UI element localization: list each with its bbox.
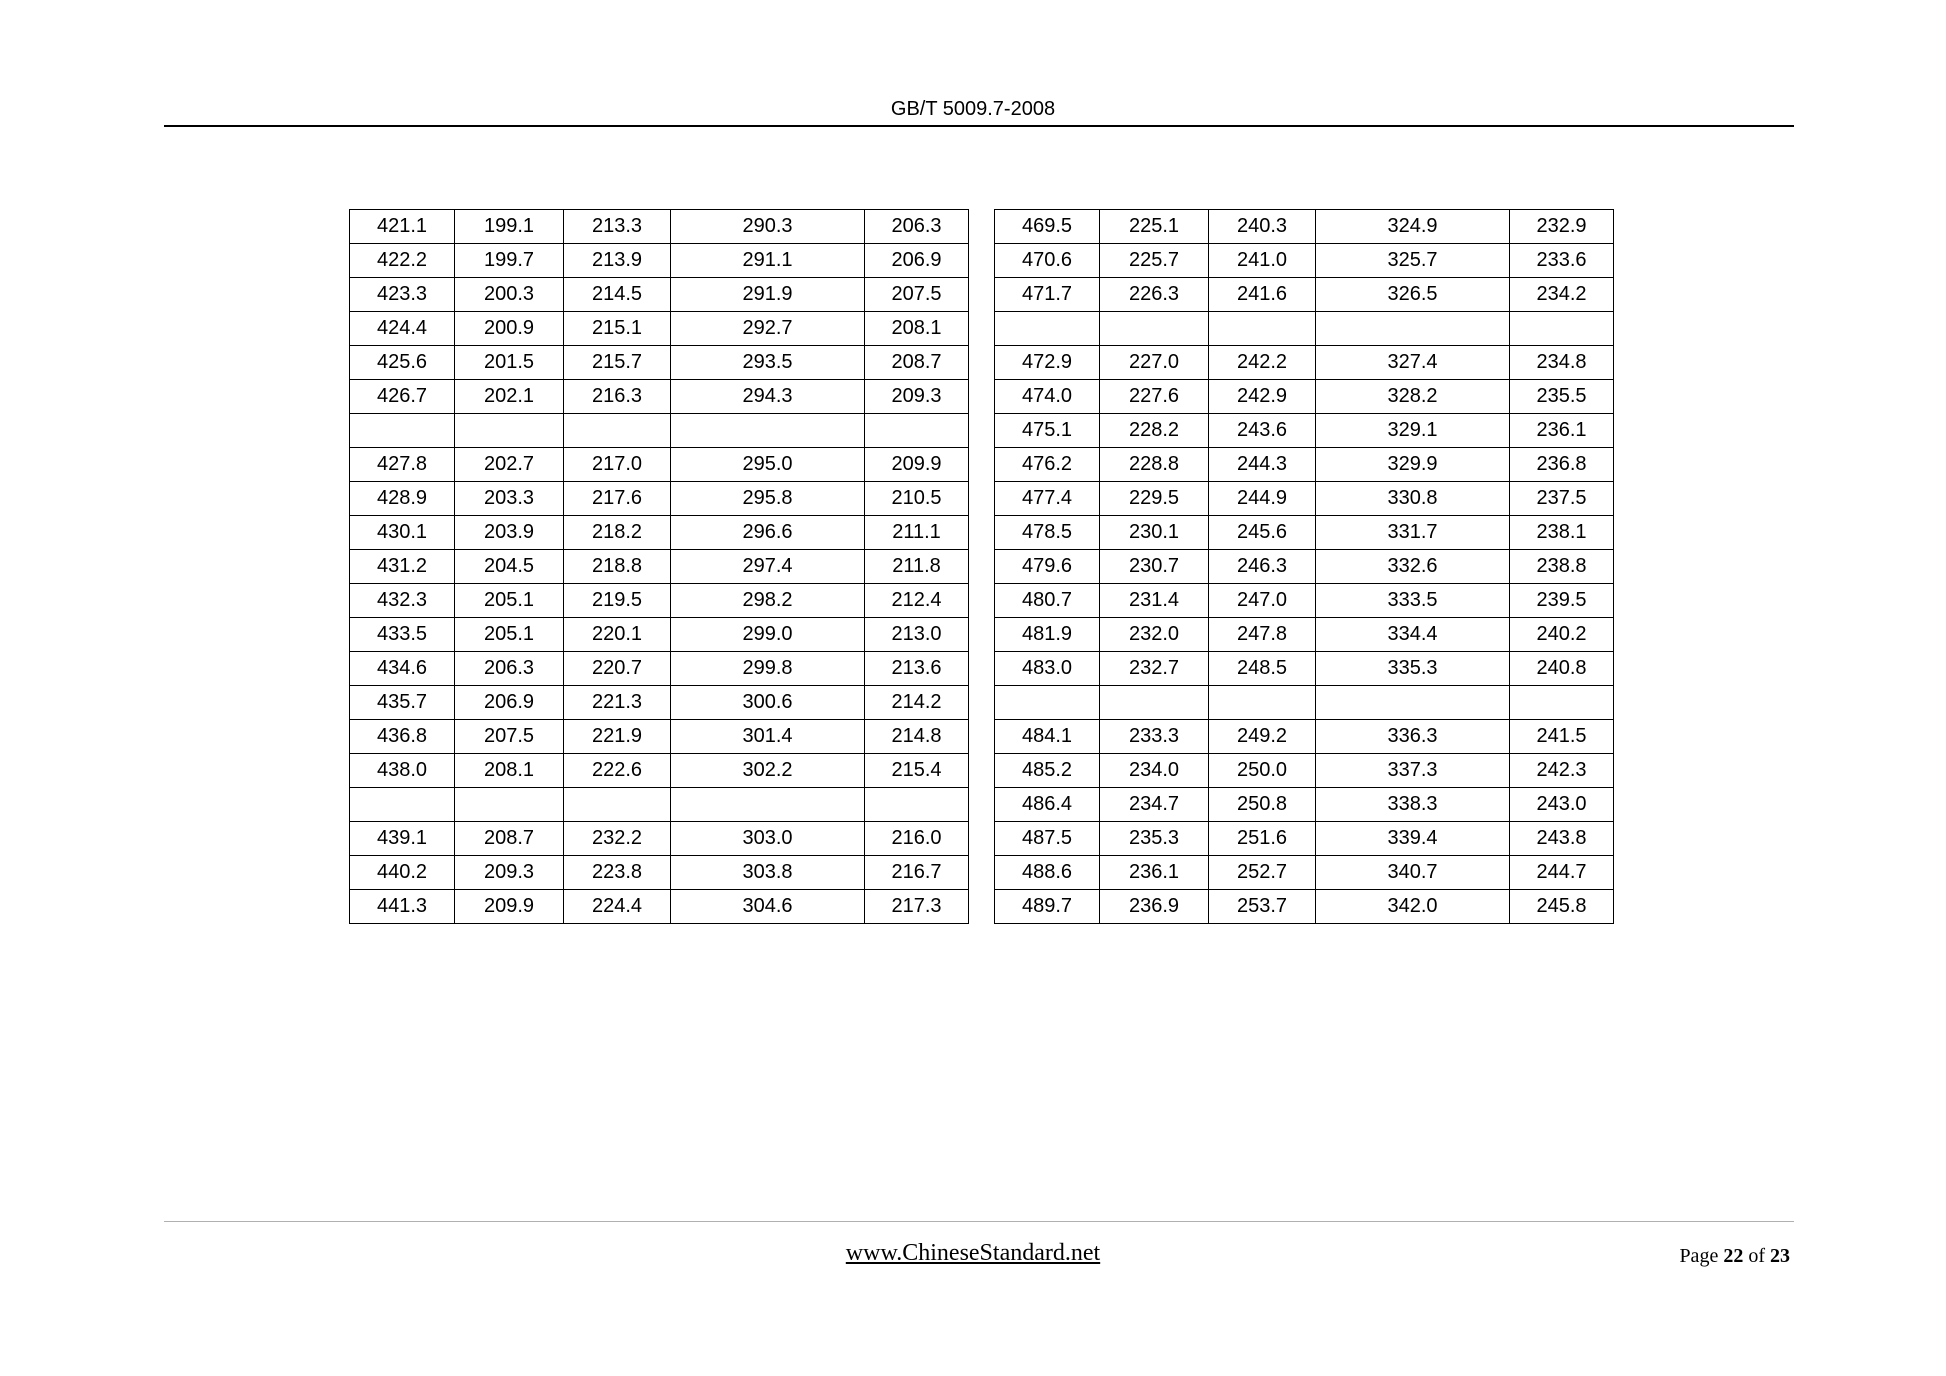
table-cell-right: 240.2 [1510,618,1614,652]
table-cell-left: 298.2 [671,584,865,618]
table-cell-left: 208.7 [455,822,564,856]
table-gap-column [969,584,995,618]
table-gap-column [969,754,995,788]
table-cell-left: 202.7 [455,448,564,482]
table-cell-right: 237.5 [1510,482,1614,516]
table-gap-column [969,278,995,312]
table-cell-left: 295.0 [671,448,865,482]
table-cell-right: 245.8 [1510,890,1614,924]
table-cell-right: 227.6 [1100,380,1209,414]
table-cell-right: 227.0 [1100,346,1209,380]
table-cell-right: 239.5 [1510,584,1614,618]
table-gap-column [969,686,995,720]
table-cell-left: 300.6 [671,686,865,720]
table-cell-right: 481.9 [995,618,1100,652]
table-cell-left: 435.7 [350,686,455,720]
table-row [350,210,1614,244]
table-cell-right: 337.3 [1316,754,1510,788]
table-cell-right: 332.6 [1316,550,1510,584]
table-cell-left: 299.0 [671,618,865,652]
table-row [350,788,1614,822]
table-cell-left: 209.3 [455,856,564,890]
table-cell-left: 216.7 [865,856,969,890]
table-cell-right: 249.2 [1209,720,1316,754]
table-row [350,278,1614,312]
table-cell-right [995,686,1100,720]
table-cell-right: 240.3 [1209,210,1316,244]
page-current: 22 [1723,1245,1744,1267]
table-cell-right: 325.7 [1316,244,1510,278]
table-gap-column [969,652,995,686]
table-cell-right: 486.4 [995,788,1100,822]
table-cell-left: 291.9 [671,278,865,312]
table-cell-left: 204.5 [455,550,564,584]
table-cell-left: 205.1 [455,584,564,618]
table-cell-right: 330.8 [1316,482,1510,516]
table-cell-right: 240.8 [1510,652,1614,686]
table-cell-right: 476.2 [995,448,1100,482]
table-cell-right [1209,686,1316,720]
table-cell-left: 209.9 [865,448,969,482]
table-cell-left: 203.3 [455,482,564,516]
table-cell-left [564,788,671,822]
table-gap-column [969,720,995,754]
table-cell-right [1100,312,1209,346]
table-cell-right: 247.8 [1209,618,1316,652]
table-gap-column [969,550,995,584]
table-cell-right: 479.6 [995,550,1100,584]
table-cell-right: 245.6 [1209,516,1316,550]
table-row [350,380,1614,414]
page-middle: of [1743,1245,1770,1267]
table-cell-right: 477.4 [995,482,1100,516]
table-cell-left: 297.4 [671,550,865,584]
table-cell-left: 210.5 [865,482,969,516]
table-gap-column [969,822,995,856]
table-cell-right: 336.3 [1316,720,1510,754]
table-cell-left: 214.5 [564,278,671,312]
table-cell-left: 215.1 [564,312,671,346]
table-cell-left: 303.8 [671,856,865,890]
table-cell-left: 303.0 [671,822,865,856]
table-cell-left: 304.6 [671,890,865,924]
table-cell-left: 427.8 [350,448,455,482]
table-cell-right: 236.1 [1100,856,1209,890]
table-cell-right: 324.9 [1316,210,1510,244]
table-cell-right: 338.3 [1316,788,1510,822]
table-cell-right: 471.7 [995,278,1100,312]
table-gap-column [969,516,995,550]
table-cell-left: 208.1 [455,754,564,788]
table-row [350,312,1614,346]
table-gap-column [969,414,995,448]
table-cell-right: 230.7 [1100,550,1209,584]
table-cell-left: 201.5 [455,346,564,380]
table-cell-right: 251.6 [1209,822,1316,856]
table-gap-column [969,890,995,924]
table-cell-left [865,414,969,448]
table-cell-left [455,414,564,448]
table-cell-left: 423.3 [350,278,455,312]
table-gap-column [969,618,995,652]
table-cell-left [671,788,865,822]
table-cell-left: 208.1 [865,312,969,346]
table-cell-left: 209.3 [865,380,969,414]
table-cell-right: 329.9 [1316,448,1510,482]
table-cell-left: 222.6 [564,754,671,788]
table-cell-right: 250.0 [1209,754,1316,788]
table-cell-right: 241.0 [1209,244,1316,278]
table-cell-right: 243.6 [1209,414,1316,448]
table-cell-left: 200.3 [455,278,564,312]
table-cell-right: 253.7 [1209,890,1316,924]
table-cell-left: 440.2 [350,856,455,890]
table-row [350,550,1614,584]
table-cell-left: 199.7 [455,244,564,278]
table-cell-left [564,414,671,448]
table-row [350,346,1614,380]
table-cell-right: 483.0 [995,652,1100,686]
table-cell-left: 211.8 [865,550,969,584]
table-cell-right: 247.0 [1209,584,1316,618]
table-cell-right: 244.7 [1510,856,1614,890]
table-cell-right [1316,686,1510,720]
table-cell-left: 217.3 [865,890,969,924]
table-cell-left: 293.5 [671,346,865,380]
table-cell-left: 439.1 [350,822,455,856]
table-cell-right: 331.7 [1316,516,1510,550]
table-cell-left [865,788,969,822]
table-row [350,856,1614,890]
table-cell-left: 203.9 [455,516,564,550]
table-row [350,890,1614,924]
table-cell-right: 235.5 [1510,380,1614,414]
table-cell-right: 225.1 [1100,210,1209,244]
table-cell-right: 242.9 [1209,380,1316,414]
table-cell-left: 206.9 [455,686,564,720]
table-cell-right: 488.6 [995,856,1100,890]
table-cell-right: 469.5 [995,210,1100,244]
table-cell-left: 296.6 [671,516,865,550]
table-cell-right: 228.8 [1100,448,1209,482]
table-cell-left: 426.7 [350,380,455,414]
table-cell-left: 299.8 [671,652,865,686]
page-total: 23 [1770,1245,1790,1267]
table-cell-right [1510,686,1614,720]
table-cell-right: 327.4 [1316,346,1510,380]
table-cell-right [1316,312,1510,346]
table-cell-left: 200.9 [455,312,564,346]
table-cell-right: 470.6 [995,244,1100,278]
table-cell-right: 225.7 [1100,244,1209,278]
table-cell-left: 432.3 [350,584,455,618]
table-cell-right: 230.1 [1100,516,1209,550]
table-cell-right: 475.1 [995,414,1100,448]
table-cell-left: 217.6 [564,482,671,516]
table-cell-left: 290.3 [671,210,865,244]
table-cell-left: 215.7 [564,346,671,380]
table-row [350,618,1614,652]
table-cell-right: 226.3 [1100,278,1209,312]
table-row [350,720,1614,754]
table-cell-left [671,414,865,448]
table-cell-left: 433.5 [350,618,455,652]
table-cell-left: 213.6 [865,652,969,686]
table-cell-left: 207.5 [865,278,969,312]
table-cell-right: 238.8 [1510,550,1614,584]
table-gap-column [969,482,995,516]
table-cell-right: 236.8 [1510,448,1614,482]
table-cell-left: 216.3 [564,380,671,414]
table-cell-left: 215.4 [865,754,969,788]
table-cell-right: 244.3 [1209,448,1316,482]
table-row [350,686,1614,720]
table-cell-right: 489.7 [995,890,1100,924]
table-row [350,414,1614,448]
footer-divider [164,1221,1794,1222]
table-cell-left: 425.6 [350,346,455,380]
table-cell-left: 214.8 [865,720,969,754]
table-cell-left: 220.7 [564,652,671,686]
table-cell-left: 219.5 [564,584,671,618]
table-cell-left: 208.7 [865,346,969,380]
table-cell-left [350,414,455,448]
table-cell-left: 199.1 [455,210,564,244]
table-cell-left: 206.3 [865,210,969,244]
table-row [350,482,1614,516]
table-cell-left: 218.8 [564,550,671,584]
table-cell-right: 234.0 [1100,754,1209,788]
table-cell-right: 243.0 [1510,788,1614,822]
table-cell-left: 213.3 [564,210,671,244]
table-cell-right: 472.9 [995,346,1100,380]
table-gap-column [969,346,995,380]
page-prefix: Page [1679,1245,1724,1267]
table-cell-left: 213.9 [564,244,671,278]
table-cell-left: 441.3 [350,890,455,924]
table-cell-left: 221.9 [564,720,671,754]
table-cell-right: 236.9 [1100,890,1209,924]
table-cell-right: 485.2 [995,754,1100,788]
table-cell-left [350,788,455,822]
table-cell-right: 478.5 [995,516,1100,550]
table-cell-left: 221.3 [564,686,671,720]
table-cell-right: 229.5 [1100,482,1209,516]
table-cell-left: 430.1 [350,516,455,550]
table-cell-right: 241.5 [1510,720,1614,754]
table-cell-right: 326.5 [1316,278,1510,312]
table-cell-right: 248.5 [1209,652,1316,686]
table-cell-left: 292.7 [671,312,865,346]
table-cell-left: 422.2 [350,244,455,278]
table-cell-right: 487.5 [995,822,1100,856]
table-cell-left: 211.1 [865,516,969,550]
table-cell-right: 328.2 [1316,380,1510,414]
table-cell-right: 339.4 [1316,822,1510,856]
table-row [350,822,1614,856]
table-cell-left: 424.4 [350,312,455,346]
table-cell-right: 232.0 [1100,618,1209,652]
table-cell-right: 242.2 [1209,346,1316,380]
table-cell-left: 224.4 [564,890,671,924]
table-cell-right [1209,312,1316,346]
table-cell-left: 218.2 [564,516,671,550]
table-cell-right: 340.7 [1316,856,1510,890]
table-cell-left: 220.1 [564,618,671,652]
table-cell-right: 342.0 [1316,890,1510,924]
table-cell-left: 212.4 [865,584,969,618]
table-cell-right: 231.4 [1100,584,1209,618]
page-number [1679,1245,1790,1268]
table-cell-left: 232.2 [564,822,671,856]
table-cell-right: 484.1 [995,720,1100,754]
table-cell-right: 243.8 [1510,822,1614,856]
table-cell-left: 291.1 [671,244,865,278]
table-cell-right: 235.3 [1100,822,1209,856]
table-cell-right: 244.9 [1209,482,1316,516]
table-cell-right: 333.5 [1316,584,1510,618]
table-row [350,244,1614,278]
table-gap-column [969,856,995,890]
header-divider [164,125,1794,127]
table-cell-right: 474.0 [995,380,1100,414]
table-cell-right: 234.2 [1510,278,1614,312]
table-cell-right: 232.7 [1100,652,1209,686]
table-cell-left: 436.8 [350,720,455,754]
table-cell-left: 295.8 [671,482,865,516]
table-cell-right [1510,312,1614,346]
table-gap-column [969,448,995,482]
table-cell-left: 301.4 [671,720,865,754]
table-cell-left: 217.0 [564,448,671,482]
table-cell-left: 213.0 [865,618,969,652]
table-row [350,516,1614,550]
data-table-container [349,209,1614,924]
table-cell-left: 431.2 [350,550,455,584]
table-cell-right: 238.1 [1510,516,1614,550]
table-cell-right: 252.7 [1209,856,1316,890]
document-header-title: GB/T 5009.7-2008 [890,98,1056,120]
table-cell-left: 438.0 [350,754,455,788]
table-cell-right: 232.9 [1510,210,1614,244]
table-cell-right: 241.6 [1209,278,1316,312]
table-cell-right: 233.6 [1510,244,1614,278]
table-gap-column [969,788,995,822]
table-row [350,754,1614,788]
table-cell-right: 234.8 [1510,346,1614,380]
table-cell-left: 206.9 [865,244,969,278]
table-cell-left: 294.3 [671,380,865,414]
data-table [349,209,1614,924]
table-cell-right: 234.7 [1100,788,1209,822]
table-cell-right: 250.8 [1209,788,1316,822]
table-cell-left [455,788,564,822]
table-gap-column [969,380,995,414]
table-cell-right: 334.4 [1316,618,1510,652]
table-cell-right: 228.2 [1100,414,1209,448]
table-cell-left: 421.1 [350,210,455,244]
table-cell-right: 233.3 [1100,720,1209,754]
table-row [350,584,1614,618]
table-cell-left: 202.1 [455,380,564,414]
table-cell-right: 335.3 [1316,652,1510,686]
table-cell-right: 480.7 [995,584,1100,618]
table-cell-left: 216.0 [865,822,969,856]
table-cell-left: 428.9 [350,482,455,516]
table-cell-right: 242.3 [1510,754,1614,788]
table-gap-column [969,244,995,278]
table-cell-left: 205.1 [455,618,564,652]
table-cell-left: 214.2 [865,686,969,720]
table-cell-left: 223.8 [564,856,671,890]
table-row [350,448,1614,482]
table-cell-left: 434.6 [350,652,455,686]
table-cell-right: 329.1 [1316,414,1510,448]
table-row [350,652,1614,686]
table-cell-right: 236.1 [1510,414,1614,448]
data-table-body [350,210,1614,924]
table-cell-left: 209.9 [455,890,564,924]
table-cell-right [995,312,1100,346]
footer-site-link[interactable]: www.ChineseStandard.net [845,1240,1101,1266]
table-gap-column [969,312,995,346]
table-cell-left: 302.2 [671,754,865,788]
table-cell-right: 246.3 [1209,550,1316,584]
table-cell-left: 207.5 [455,720,564,754]
table-gap-column [969,210,995,244]
table-cell-right [1100,686,1209,720]
table-cell-left: 206.3 [455,652,564,686]
